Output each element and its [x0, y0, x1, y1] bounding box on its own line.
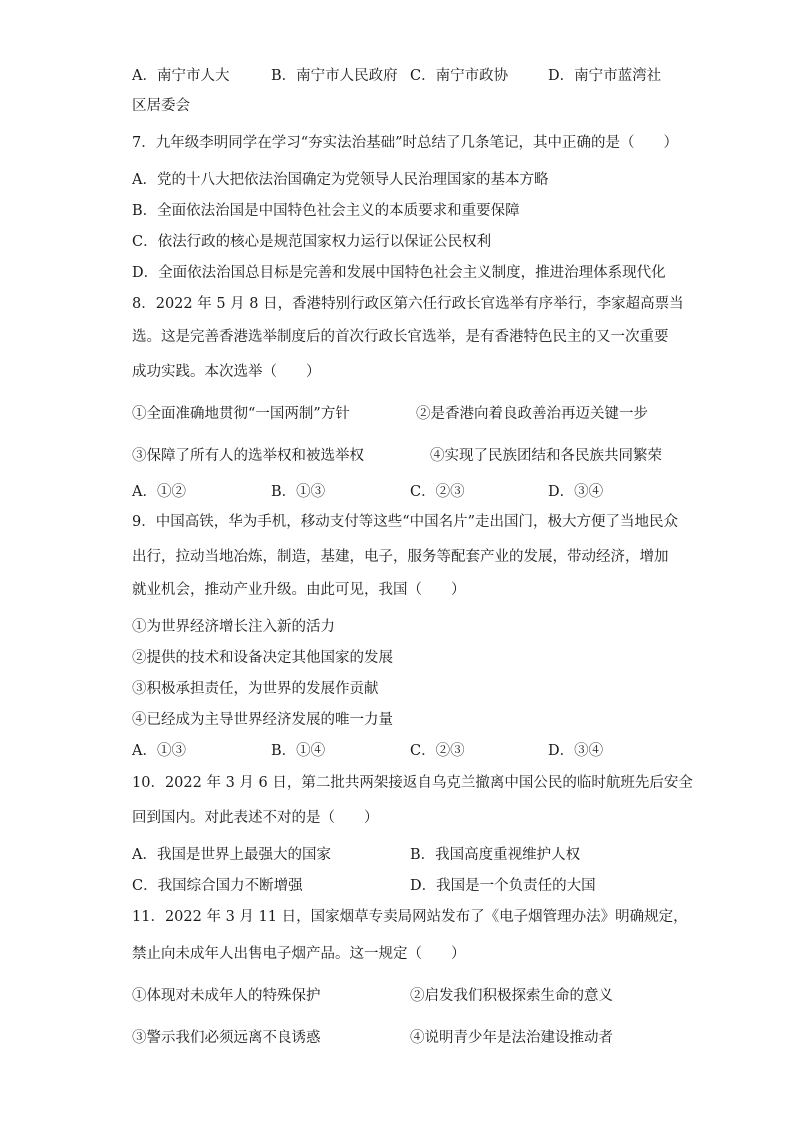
q10-stem-line-1: 10．2022 年 3 月 6 日，第二批共两架接返自乌克兰撤离中国公民的临时航班先后安全 — [132, 775, 693, 791]
q7-option-b: B．全面依法治国是中国特色社会主义的本质要求和重要保障 — [132, 203, 520, 219]
q11-item-3: ③警示我们必须远离不良诱惑 — [132, 1030, 321, 1046]
q8-option-b: B．①③ — [271, 484, 326, 500]
q6-option-d-wrap: 区居委会 — [132, 98, 190, 114]
q8-option-a: A．①② — [132, 484, 186, 500]
q8-option-d: D．③④ — [548, 484, 604, 500]
q8-item-2: ②是香港向着良政善治再迈关键一步 — [416, 406, 648, 422]
q10-option-a: A．我国是世界上最强大的国家 — [132, 847, 331, 863]
q8-item-1: ①全面准确地贯彻“一国两制”方针 — [132, 406, 350, 422]
q7-option-c: C．依法行政的核心是规范国家权力运行以保证公民权利 — [132, 234, 492, 250]
q6-option-c: C．南宁市政协 — [410, 68, 509, 84]
q10-option-b: B．我国高度重视维护人权 — [410, 847, 581, 863]
q8-stem-line-1: 8．2022 年 5 月 8 日，香港特别行政区第六任行政长官选举有序举行，李家超高票当 — [132, 296, 684, 312]
q11-stem-line-1: 11．2022 年 3 月 11 日，国家烟草专卖局网站发布了《电子烟管理办法》明确规定， — [132, 909, 688, 925]
q9-option-c: C．②③ — [410, 743, 465, 759]
q11-item-4: ④说明青少年是法治建设推动者 — [410, 1030, 613, 1046]
q11-item-2: ②启发我们积极探索生命的意义 — [410, 988, 613, 1004]
q6-option-b: B．南宁市人民政府 — [271, 68, 398, 84]
q8-option-c: C．②③ — [410, 484, 465, 500]
q10-option-d: D．我国是一个负责任的大国 — [410, 878, 596, 894]
q8-stem-line-2: 选。这是完善香港选举制度后的首次行政长官选举，是有香港特色民主的又一次重要 — [132, 329, 669, 345]
q7-option-d: D．全面依法治国总目标是完善和发展中国特色社会主义制度，推进治理体系现代化 — [132, 265, 666, 281]
q9-option-a: A．①③ — [132, 743, 186, 759]
q10-option-c: C．我国综合国力不断增强 — [132, 878, 303, 894]
q6-option-d: D．南宁市蓝湾社 — [548, 68, 662, 84]
q9-stem-line-2: 出行，拉动当地冶炼，制造，基建，电子，服务等配套产业的发展，带动经济，增加 — [132, 549, 669, 565]
q9-option-b: B．①④ — [271, 743, 326, 759]
q7-stem: 7．九年级李明同学在学习“夯实法治基础”时总结了几条笔记，其中正确的是（ ） — [132, 135, 679, 151]
q6-option-a: A．南宁市人大 — [132, 68, 230, 84]
q9-item-2: ②提供的技术和设备决定其他国家的发展 — [132, 650, 393, 666]
q9-item-4: ④已经成为主导世界经济发展的唯一力量 — [132, 712, 393, 728]
q9-option-d: D．③④ — [548, 743, 604, 759]
q9-item-3: ③积极承担责任，为世界的发展作贡献 — [132, 681, 379, 697]
q8-item-3: ③保障了所有人的选举权和被选举权 — [132, 448, 364, 464]
q11-item-1: ①体现对未成年人的特殊保护 — [132, 988, 321, 1004]
q11-stem-line-2: 禁止向未成年人出售电子烟产品。这一规定（ ） — [132, 946, 466, 962]
q9-item-1: ①为世界经济增长注入新的活力 — [132, 619, 335, 635]
q7-option-a: A．党的十八大把依法治国确定为党领导人民治理国家的基本方略 — [132, 172, 549, 188]
q8-stem-line-3: 成功实践。本次选举（ ） — [132, 364, 321, 380]
q9-stem-line-3: 就业机会，推动产业升级。由此可见，我国（ ） — [132, 582, 466, 598]
q8-item-4: ④实现了民族团结和各民族共同繁荣 — [430, 448, 662, 464]
q10-stem-line-2: 回到国内。对此表述不对的是（ ） — [132, 810, 379, 826]
q9-stem-line-1: 9．中国高铁，华为手机，移动支付等这些“中国名片”走出国门，极大方便了当地民众 — [132, 514, 679, 530]
